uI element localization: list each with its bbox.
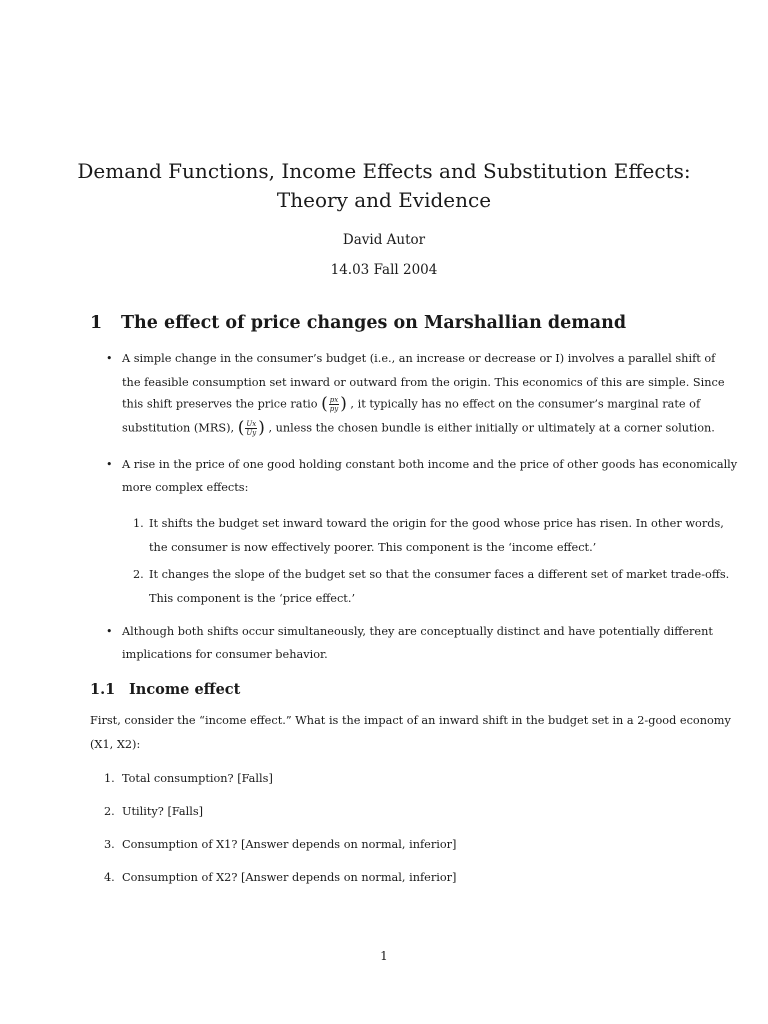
section-number: 1 bbox=[90, 313, 103, 333]
text: , it typically has no effect on the consumer’s marginal rate of bbox=[350, 397, 701, 411]
list-label: 2. bbox=[104, 805, 115, 818]
text: , unless the chosen bundle is either initially or ultimately at a corner solution. bbox=[268, 421, 715, 435]
mrs-fraction bbox=[245, 420, 257, 437]
subsection-heading bbox=[90, 681, 240, 698]
text: this shift preserves the price ratio bbox=[122, 397, 318, 411]
list-text: Consumption of X2? [Answer depends on normal, inferior] bbox=[121, 871, 457, 884]
income-para-line-2: (X1, X2): bbox=[90, 738, 141, 751]
section-title: The effect of price changes on Marshallian demand bbox=[121, 313, 627, 333]
list-label: 1. bbox=[133, 517, 144, 530]
text: the feasible consumption set inward or outward from the origin. This economics of this are simple. Since bbox=[122, 376, 725, 389]
bullet3-line-2: implications for consumer behavior. bbox=[122, 648, 328, 661]
price-ratio-fraction bbox=[329, 396, 339, 413]
list-item-line-2: This component is the ‘price effect.’ bbox=[149, 591, 356, 605]
fraction-numerator: Ux bbox=[246, 420, 257, 428]
bullet2-line-1: A rise in the price of one good holding constant both income and the price of other goods has economically bbox=[122, 458, 738, 471]
list-label: 2. bbox=[133, 568, 144, 581]
bullet1-line-4 bbox=[122, 420, 715, 437]
list-label: 4. bbox=[104, 871, 115, 884]
fraction-numerator: px bbox=[329, 396, 339, 404]
subsection-number: 1.1 bbox=[90, 681, 116, 698]
subsection-title: Income effect bbox=[129, 681, 241, 698]
paren-left: ( bbox=[237, 418, 245, 438]
text: substitution (MRS), bbox=[122, 421, 235, 435]
list-text: Utility? [Falls] bbox=[121, 805, 204, 818]
paren-left: ( bbox=[321, 394, 328, 414]
income-list-item bbox=[104, 838, 456, 851]
list-label: 1. bbox=[104, 772, 115, 785]
paren-right: ) bbox=[340, 394, 347, 414]
bullet1-line-1-text bbox=[122, 352, 716, 365]
income-list-item bbox=[104, 871, 456, 884]
list-text: Consumption of X1? [Answer depends on normal, inferior] bbox=[121, 838, 457, 851]
list-text: Total consumption? [Falls] bbox=[121, 772, 273, 785]
bullet1-line-2 bbox=[122, 376, 725, 389]
text: A simple change in the consumer’s budget (i.e., an increase or decrease or I) involves a parallel shift of bbox=[122, 352, 716, 365]
bullet3-line-1: Although both shifts occur simultaneously, they are conceptually distinct and have potentially different bbox=[122, 625, 713, 638]
fraction-denominator: py bbox=[329, 405, 339, 413]
fraction-denominator: Uy bbox=[246, 429, 257, 437]
section-heading bbox=[90, 313, 626, 333]
bullet1-line-1 bbox=[122, 352, 716, 365]
list-item-line-1: It shifts the budget set inward toward the origin for the good whose price has risen. In other words, bbox=[149, 517, 724, 530]
bullet-marker: • bbox=[106, 352, 113, 365]
date: 14.03 Fall 2004 bbox=[330, 262, 438, 278]
bullet2-line-2: more complex effects: bbox=[122, 481, 249, 494]
paper-title bbox=[0, 157, 768, 215]
list-item bbox=[133, 563, 730, 610]
title-line-1: Demand Functions, Income Effects and Substitution Effects: bbox=[77, 159, 691, 183]
list-item-line-2: the consumer is now effectively poorer. This component is the ‘income effect.’ bbox=[149, 540, 597, 554]
list-label: 3. bbox=[104, 838, 115, 851]
list-item bbox=[133, 512, 724, 559]
author: David Autor bbox=[342, 232, 426, 248]
income-list-item bbox=[104, 772, 273, 785]
paren-right: ) bbox=[258, 418, 265, 438]
bullet-marker: • bbox=[106, 458, 113, 471]
bullet-marker: • bbox=[106, 625, 113, 638]
title-line-2: Theory and Evidence bbox=[276, 188, 492, 212]
page-number: 1 bbox=[380, 949, 388, 963]
bullet1-line-3 bbox=[122, 396, 700, 413]
income-para-line-1: First, consider the “income effect.” What is the impact of an inward shift in the budget set in a 2-good economy bbox=[90, 714, 731, 727]
list-item-line-1: It changes the slope of the budget set so that the consumer faces a different set of market trade-offs. bbox=[149, 568, 730, 581]
income-list-item bbox=[104, 805, 203, 818]
